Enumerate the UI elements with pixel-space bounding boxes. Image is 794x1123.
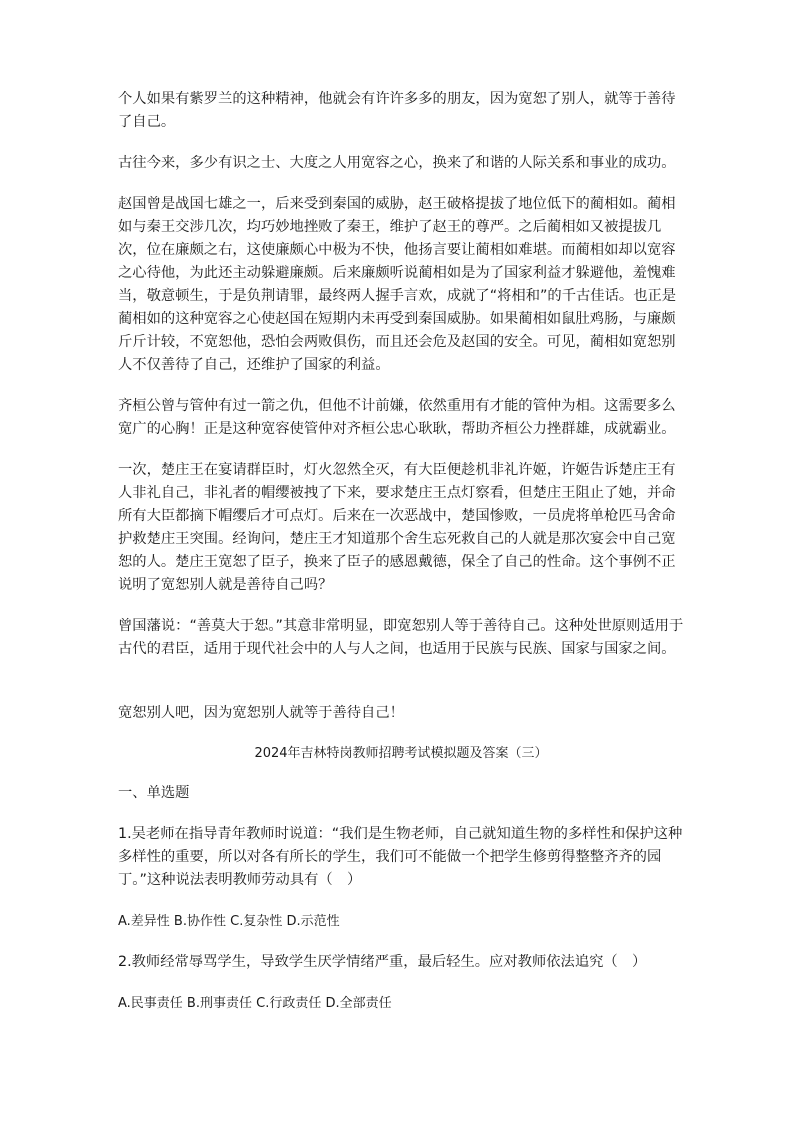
question-2-options: A.民事责任 B.刑事责任 C.行政责任 D.全部责任 bbox=[118, 996, 392, 1011]
essay-paragraph-6: 曾国藩说：“善莫大于恕。”其意非常明显，即宽恕别人等于善待自己。这种处世原则适用于古代的君臣，适用于现代社会中的人与人之间，也适用于民族与民族、国家与国家之间。 bbox=[118, 618, 684, 657]
essay-conclusion: 宽恕别人吧，因为宽恕别人就等于善待自己！ bbox=[118, 705, 404, 721]
essay-paragraph-2: 古往今来，多少有识之士、大度之人用宽容之心，换来了和谐的人际关系和事业的成功。 bbox=[118, 155, 676, 171]
section-heading: 一、单选题 bbox=[118, 785, 190, 801]
question-1-options: A.差异性 B.协作性 C.复杂性 D.示范性 bbox=[118, 914, 340, 929]
essay-paragraph-3: 赵国曾是战国七雄之一，后来受到秦国的威胁，赵王破格提拔了地位低下的蔺相如。蔺相如与秦王交涉几次，均巧妙地挫败了秦王，维护了赵王的尊严。之后蔺相如又被提拔几次，位在廉颇之右，这使廉颇心中极为不快，他扬言要让蔺相如难堪。而蔺相如却以宽容之心待他，为此还主动躲避廉颇。后来廉颇听说蔺相如是为了国家利益才躲避他，羞愧难当，敬意顿生，于是负荆请罪，最终两人握手言欢，成就了“将相和”的千古佳话。也正是蔺相如的这种宽容之心使赵国在短期内未再受到秦国威胁。如果蔺相如鼠肚鸡肠，与廉颇斤斤计较，不宽恕他，恐怕会两败俱伤，而且还会危及赵国的安全。可见，蔺相如宽恕别人不仅善待了自己，还维护了国家的利益。 bbox=[118, 196, 677, 373]
document-page bbox=[118, 88, 684, 1015]
question-2: 2.教师经常辱骂学生，导致学生厌学情绪严重，最后轻生。应对教师依法追究（ ） bbox=[118, 954, 647, 970]
essay-paragraph-1: 个人如果有紫罗兰的这种精神，他就会有许许多多的朋友，因为宽恕了别人，就等于善待了自己。 bbox=[118, 91, 676, 130]
question-1: 1.吴老师在指导青年教师时说道：“我们是生物老师，自己就知道生物的多样性和保护这种多样性的重要，所以对各有所长的学生，我们可不能做一个把学生修剪得整整齐齐的园丁。”这种说法表明教师劳动具有（ ） bbox=[118, 826, 683, 888]
exam-title: 2024年吉林特岗教师招聘考试模拟题及答案（三） bbox=[254, 746, 548, 761]
essay-paragraph-4: 齐桓公曾与管仲有过一箭之仇，但他不计前嫌，依然重用有才能的管仲为相。这需要多么宽广的心胸！正是这种宽容使管仲对齐桓公忠心耿耿，帮助齐桓公力挫群雄，成就霸业。 bbox=[118, 398, 676, 437]
essay-paragraph-5: 一次，楚庄王在宴请群臣时，灯火忽然全灭，有大臣便趁机非礼许姬，许姬告诉楚庄王有人非礼自己，非礼者的帽缨被拽了下来，要求楚庄王点灯察看，但楚庄王阻止了她，并命所有大臣都摘下帽缨后才可点灯。后来在一次恶战中，楚国惨败，一员虎将单枪匹马舍命护救楚庄王突围。经询问，楚庄王才知道那个舍生忘死救自己的人就是那次宴会中自己宽恕的人。楚庄王宽恕了臣子，换来了臣子的感恩戴德，保全了自己的性命。这个事例不正说明了宽恕别人就是善待自己吗？ bbox=[118, 462, 676, 593]
